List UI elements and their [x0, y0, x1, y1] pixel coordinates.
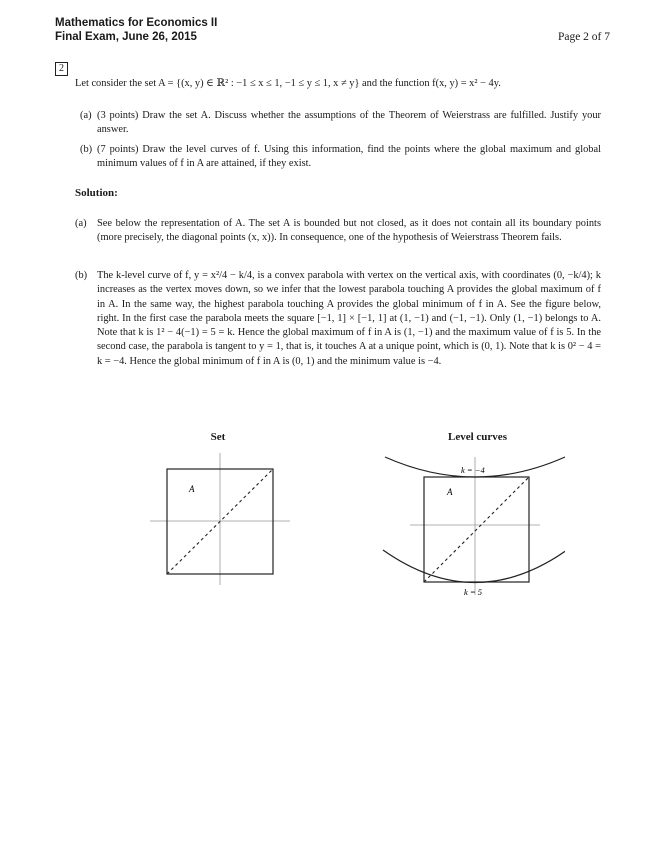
question-number: 2	[55, 62, 68, 76]
course-title: Mathematics for Economics II	[55, 17, 218, 29]
part-a-text: (3 points) Draw the set A. Discuss whether the assumptions of the Theorem of Weierstrass are fulfilled. Justify your answer.	[97, 110, 601, 136]
solution-b-text: The k-level curve of f, y = x²/4 − k/4, is a convex parabola with vertex on the vertical axis, with coordinates (0, −k/4); k increases as the vertex moves down, so we infer that the lowest parabola touching A provides the global maximum of f in A. In the same way, the highest parabola touching A provides the global minimum of f in A. See the figure below, right. In the first case the parabola meets the square [−1, 1] × [−1, 1] at (1, −1) and (−1, −1). Only (1, −1) belongs to A. Note that k is 1² − 4(−1) = 5 = k. Hence the global maximum of f in A is (1, −1) and the maximum value of f is 5. In the second case, the parabola is tangent to y = 1, that is, it touches A at a unique point, which is (0, 1). Note that k is 0² − 4 = k = −4. Hence the global minimum of f in A is (0, 1) and the minimum value is −4.	[97, 270, 601, 367]
parabola-k-5	[383, 550, 565, 583]
set-label-A: A	[189, 484, 195, 494]
exam-date: Final Exam, June 26, 2015	[55, 31, 197, 43]
level-label-A: A	[447, 487, 453, 497]
question-intro: Let consider the set A = {(x, y) ∈ ℝ² : −1 ≤ x ≤ 1, −1 ≤ y ≤ 1, x ≠ y} and the function f(x, y) = x² − 4y.	[75, 78, 501, 89]
label-k-5: k = 5	[464, 587, 483, 597]
set-figure-title: Set	[210, 431, 226, 443]
set-figure	[140, 445, 300, 595]
page-number: Page 2 of 7	[557, 31, 610, 43]
label-k-minus-4: k = −4	[461, 465, 485, 475]
solution-a-text: See below the representation of A. The set A is bounded but not closed, as it does not contain all its boundary points (more precisely, the diagonal points (x, x)). In consequence, one of the hypothesis of Weierstrass Theorem fails.	[97, 218, 601, 244]
part-b-text: (7 points) Draw the level curves of f. Using this information, find the points where the global maximum and global minimum values of f in A are attained, if they exist.	[97, 144, 601, 170]
excluded-diagonal	[424, 477, 529, 582]
level-figure-title: Level curves	[448, 431, 507, 443]
solution-heading: Solution:	[75, 187, 118, 199]
solution-a-label: (a)	[75, 218, 87, 229]
solution-b-label: (b)	[75, 270, 88, 281]
level-curves-figure	[375, 445, 565, 605]
part-a-label: (a)	[80, 110, 92, 121]
part-b-label: (b)	[80, 144, 93, 155]
